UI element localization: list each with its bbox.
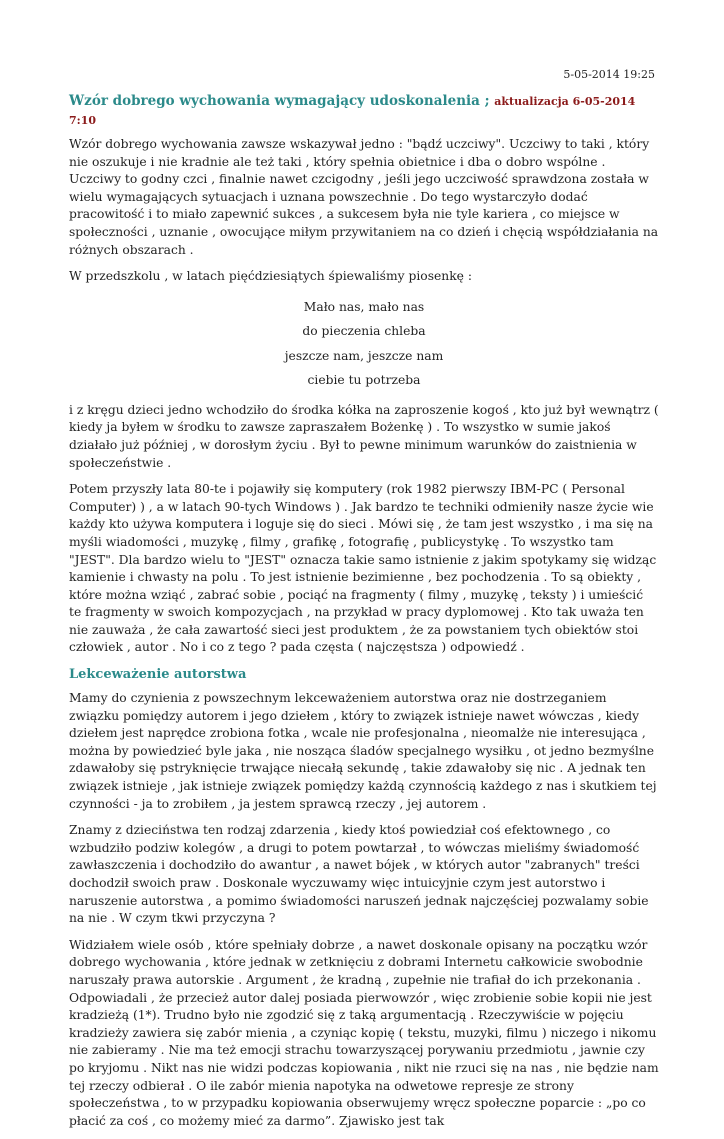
lyrics-line-1: Mało nas, mało nas <box>303 299 425 314</box>
lyrics-line-2: do pieczenia chleba <box>302 324 426 339</box>
article-title <box>69 92 659 130</box>
update-note: aktualizacja 6-05-2014 7:10 <box>69 95 636 127</box>
paragraph-4: Potem przyszły lata 80-te i pojawiły się komputery (rok 1982 pierwszy IBM-PC ( Personal Computer) ) , a w latach 90-tych Windows ) . Jak bardzo te techniki odmieniły nasze życie wie każdy kto używa komputera i loguje się do sieci . Mówi się , że tam jest wszystko , i ma się na myśli wiadomości , muzykę , filmy , grafikę , fotografię , publicystykę . To wszystko tam "JEST". Dla bardzo wielu to "JEST" oznacza takie samo istnienie z jakim spotykamy się widząc kamienie i chwasty na polu . To jest istnienie bezimienne , bez pochodzenia . To są obiekty , które można wziąć , zabrać sobie , pociąć na fragmenty ( filmy , muzykę , teksty ) i umieścić te fragmenty w swoich kompozycjach , na przykład w pracy dyplomowej . Kto tak uważa ten nie zauważa , że cała zawartość sieci jest produktem , że za powstaniem tych obiektów stoi człowiek , autor . No i co z tego ? pada częsta ( najczęstsza ) odpowiedź . <box>69 482 657 655</box>
lyrics-line-3: jeszcze nam, jeszcze nam <box>284 348 444 363</box>
lyrics-line-4: ciebie tu potrzeba <box>307 373 421 388</box>
article-title-text: Wzór dobrego wychowania wymagający udoskonalenia ; <box>69 93 490 109</box>
document-date: 5-05-2014 19:25 <box>563 68 655 81</box>
paragraph-7: Widziałem wiele osób , które spełniały dobrze , a nawet doskonale opisany na początku wzór dobrego wychowania , które jednak w zetknięciu z dobrami Internetu całkowicie swobodnie naruszały prawa autorskie . Argument , że kradną , zupełnie nie trafiał do ich przekonania . Odpowiadali , że przecież autor dalej posiada pierwowzór , więc zrobienie sobie kopii nie jest kradzieżą (1*). Trudno było nie zgodzić się z taką argumentacją . Rzeczywiście w pojęciu kradzieży zawiera się zabór mienia , a czyniąc kopię ( tekstu, muzyki, filmu ) niczego i nikomu nie zabieramy . Nie ma też emocji strachu towarzyszącej porywaniu przedmiotu , jawnie czy po kryjomu . Nikt nas nie widzi podczas kopiowania , nikt nie rzuci się na nas , nie będzie nam tej rzeczy odbierał . O ile zabór mienia napotyka na odwetowe represje ze strony społeczeństwa , to w przypadku kopiowania obserwujemy wręcz społeczne poparcie : „po co płacić za coś , co możemy mieć za darmo”. Zjawisko jest tak <box>69 937 659 1128</box>
paragraph-3: i z kręgu dzieci jedno wchodziło do środka kółka na zaproszenie kogoś , kto już był wewnątrz ( kiedy ja byłem w środku to zawsze zapraszałem Bożenkę ) . To wszystko w sumie jakoś działało już później , w dorosłym życiu . Był to pewne minimum warunków do zaistnienia w społeczeństwie . <box>69 402 659 470</box>
paragraph-2: W przedszkolu , w latach pięćdziesiątych śpiewaliśmy piosenkę : <box>69 269 472 284</box>
section-heading: Lekceważenie autorstwa <box>69 667 247 683</box>
paragraph-1: Wzór dobrego wychowania zawsze wskazywał jedno : "bądź uczciwy". Uczciwy to taki , który nie oszukuje i nie kradnie ale też taki , który spełnia obietnice i dba o dobro wspólne . Uczciwy to godny czci , finalnie nawet czcigodny , jeśli jego uczciwość sprawdzona została w wielu wymagających sytuacjach i uznana powszechnie . Do tego wystarczyło dodać pracowitość i to miało zapewnić sukces , a sukcesem była nie tyle kariera , co miejsce w społeczności , uznanie , owocujące miłym przywitaniem na co dzień i chęcią współdziałania na różnych obszarach . <box>69 137 659 257</box>
paragraph-6: Znamy z dzieciństwa ten rodzaj zdarzenia , kiedy ktoś powiedział coś efektownego , co wzbudziło podziw kolegów , a drugi to potem powtarzał , to wówczas mieliśmy świadomość zawłaszczenia i dochodziło do awantur , a nawet bójek , w których autor "zabranych" treści dochodził swoich praw . Doskonale wyczuwamy więc intuicyjnie czym jest autorstwo i naruszenie autorstwa , a pomimo świadomości naruszeń jednak najczęściej pozwalamy sobie na nie . W czym tkwi przyczyna ? <box>69 823 649 926</box>
article-body <box>69 92 659 1139</box>
paragraph-5: Mamy do czynienia z powszechnym lekceważeniem autorstwa oraz nie dostrzeganiem związku pomiędzy autorem i jego dziełem , który to związek istnieje nawet wówczas , kiedy dziełem jest naprędce zrobiona fotka , wcale nie profesjonalna , nieomalże nie interesująca , można by powiedzieć byle jaka , nie nosząca śladów specjalnego wysiłku , ot jedno bezmyślne zdawałoby się pstryknięcie trwające niecałą sekundę , takie zdawałoby się nic . A jednak ten związek istnieje , jak istnieje związek pomiędzy każdą czynnością każdego z nas i skutkiem tej czynności - ja to zrobiłem , ja jestem sprawcą rzeczy , jej autorem . <box>69 691 657 811</box>
song-lyrics <box>69 295 659 393</box>
